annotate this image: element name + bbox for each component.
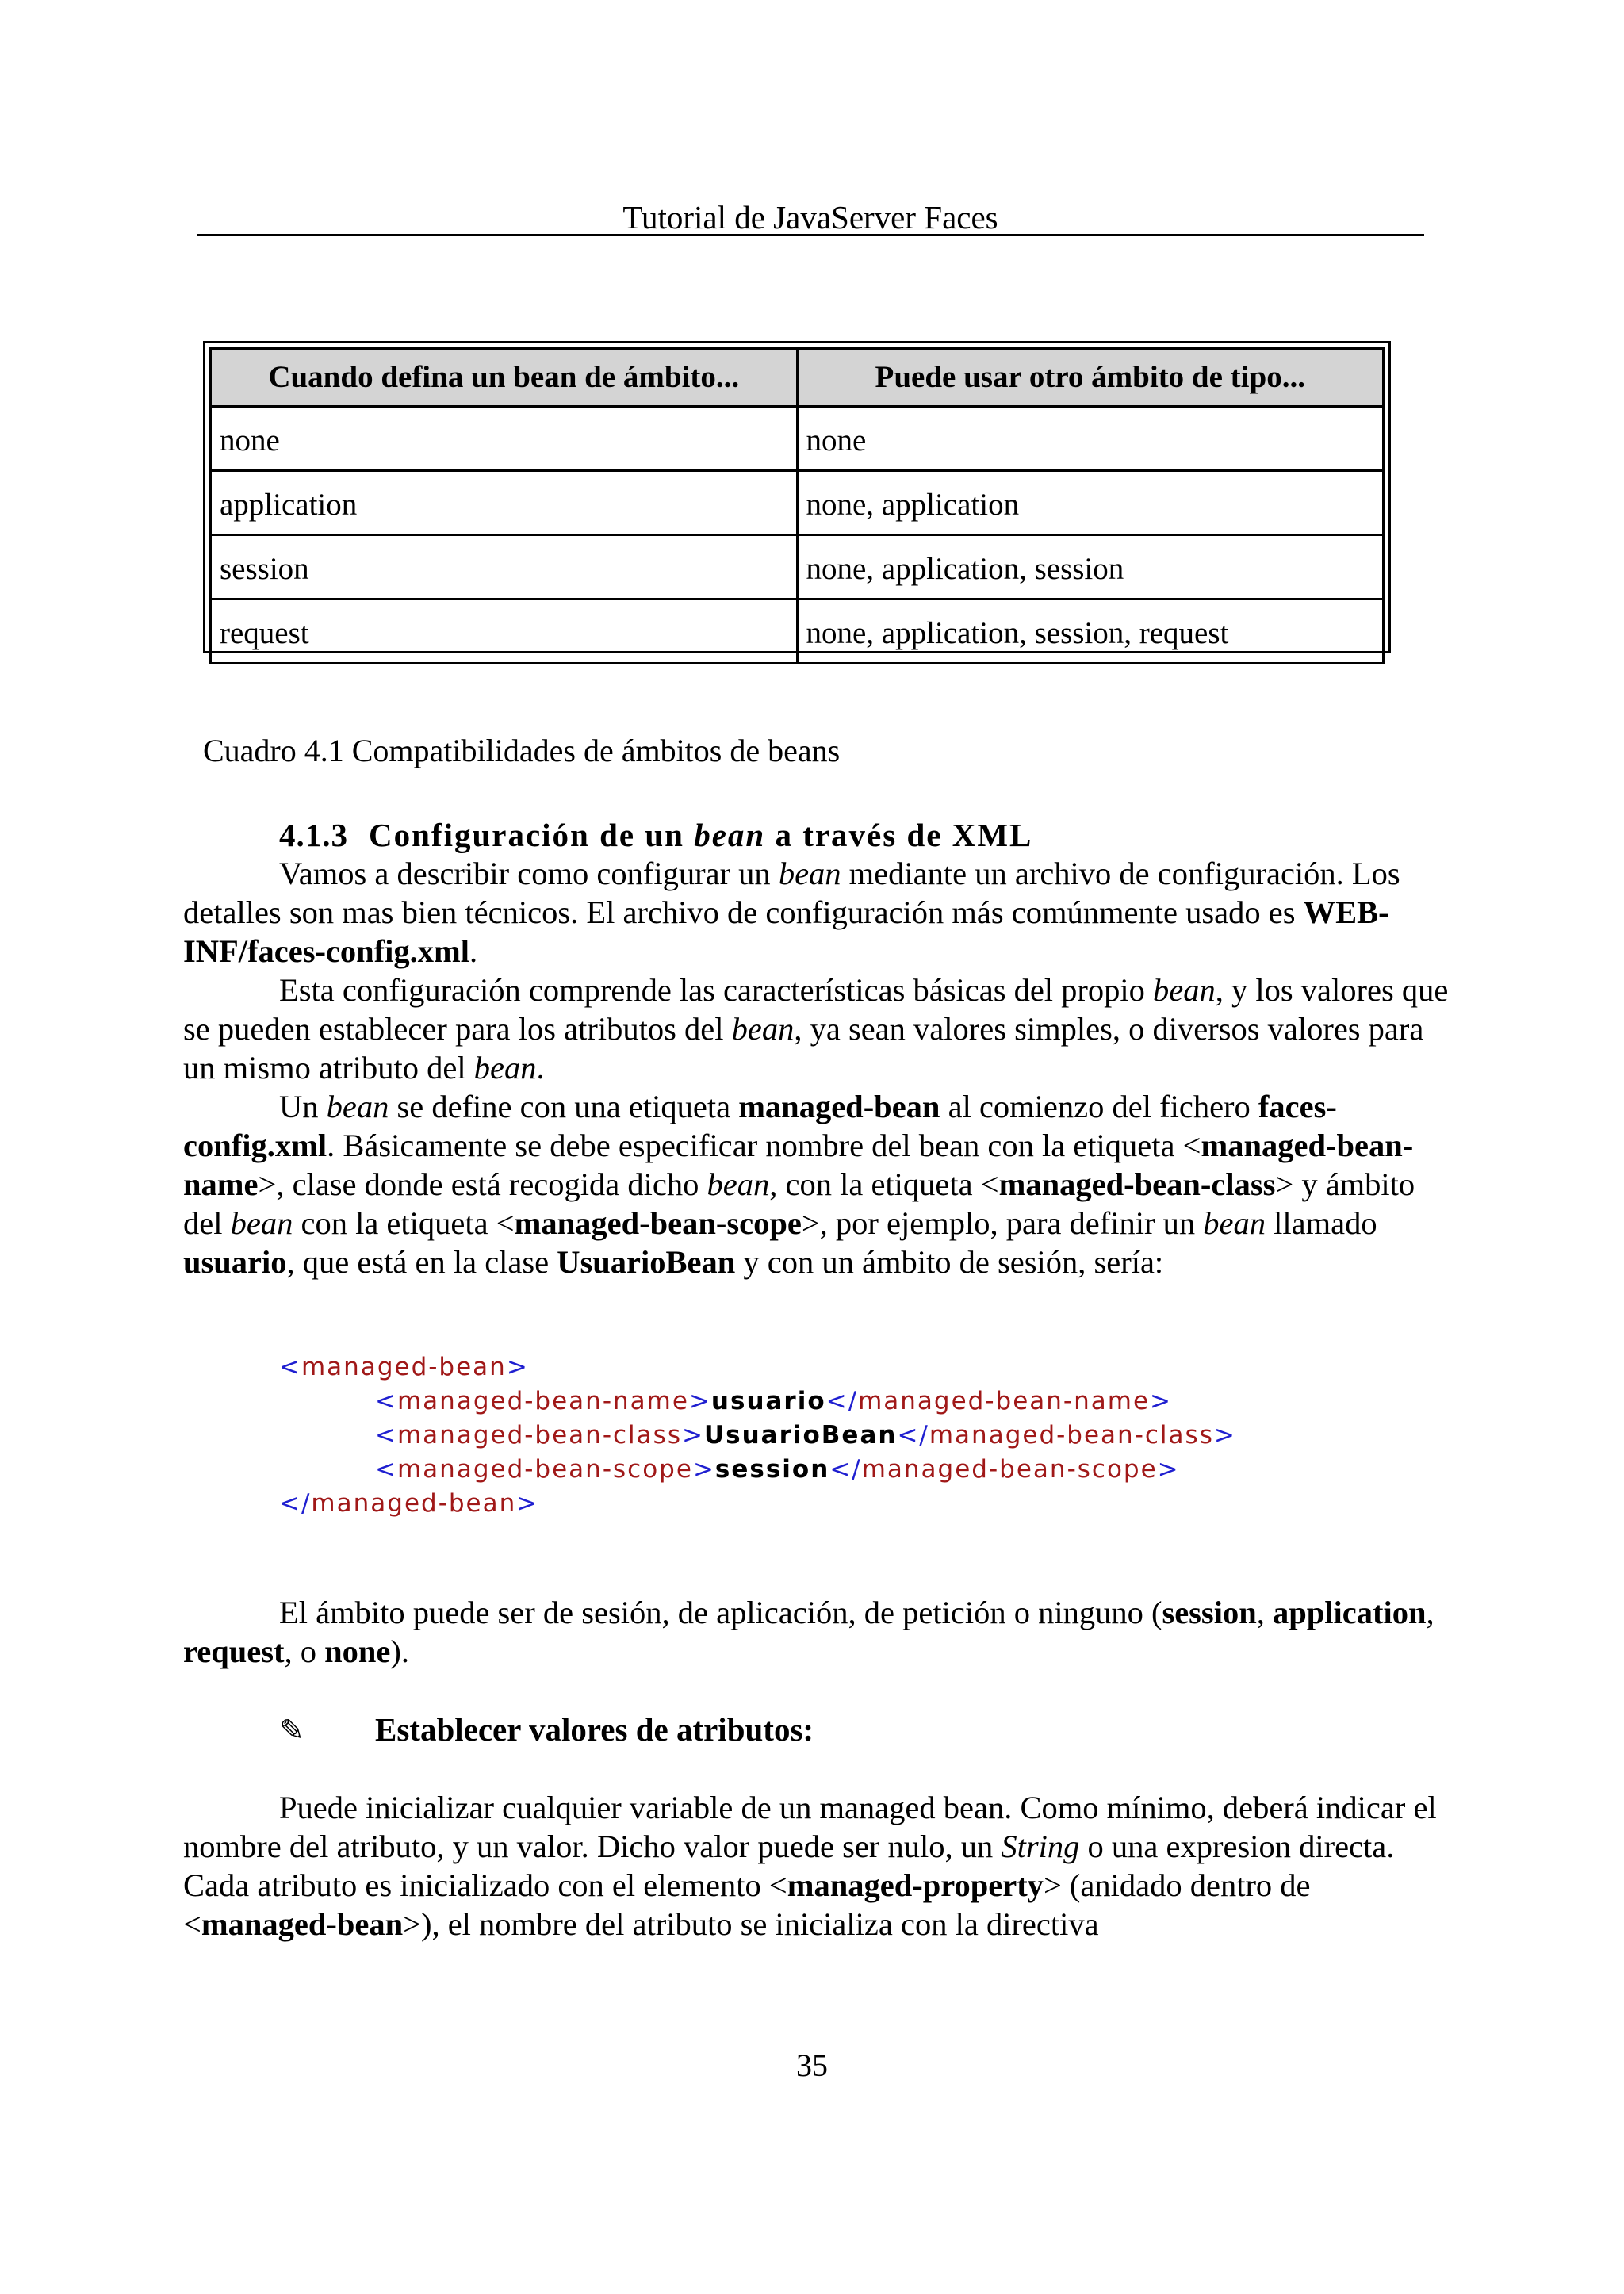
text-run: ). (390, 1633, 410, 1669)
code-token: usuario (710, 1387, 826, 1415)
text-run: , (1426, 1595, 1434, 1630)
code-token: > (1213, 1421, 1236, 1450)
text-run: , (1256, 1595, 1273, 1630)
table-row (211, 471, 1384, 535)
section-title-part: a través de XML (765, 817, 1033, 853)
pencil-icon: ✎ (279, 1713, 304, 1748)
code-token: session (714, 1455, 830, 1484)
paragraph-config-intro (183, 854, 1452, 971)
code-token: > (1150, 1387, 1173, 1415)
text-run: o una expresion directa. Cada atributo es inicializado con el elemento < (183, 1829, 1395, 1903)
table-header-row (211, 349, 1384, 407)
code-token: < (279, 1353, 301, 1381)
paragraph-config-features (183, 971, 1452, 1087)
text-run: con la etiqueta < (293, 1205, 515, 1241)
xml-code-block (279, 1350, 1236, 1521)
code-token: </ (279, 1489, 312, 1518)
table-cell: none, application (797, 471, 1384, 535)
code-token: < (375, 1387, 397, 1415)
text-run: >, por ejemplo, para definir un (801, 1205, 1204, 1241)
code-token: > (516, 1489, 539, 1518)
text-run: bean (778, 856, 841, 891)
subsection-bullet (279, 1710, 814, 1750)
text-run: > y ámbito del (183, 1166, 1415, 1241)
subsection-title: Establecer valores de atributos: (375, 1711, 814, 1748)
text-run: managed-bean-scope (514, 1205, 802, 1241)
scope-compatibility-table (203, 341, 1391, 653)
code-line (279, 1487, 1236, 1521)
text-run: . (469, 933, 478, 969)
code-token: < (375, 1455, 397, 1484)
section-title-emphasis: bean (694, 817, 766, 853)
table-cell: application (211, 471, 798, 535)
text-run: El ámbito puede ser de sesión, de aplicación, de petición o ninguno ( (279, 1595, 1162, 1630)
text-run: bean (707, 1166, 770, 1202)
table-cell: session (211, 535, 798, 599)
table-caption: Cuadro 4.1 Compatibilidades de ámbitos de beans (203, 733, 841, 768)
text-run: Esta configuración comprende las características básicas del propio (279, 972, 1154, 1008)
code-token: managed-bean-class (396, 1421, 682, 1450)
text-run: managed-bean-name (183, 1128, 1414, 1202)
text-run: se define con una etiqueta (389, 1089, 739, 1124)
code-line (279, 1350, 1236, 1384)
code-token: </ (897, 1421, 929, 1450)
table-row (211, 407, 1384, 471)
text-run: > (anidado dentro de < (183, 1867, 1311, 1942)
text-run: , que está en la clase (286, 1244, 557, 1280)
text-run: application (1272, 1595, 1427, 1630)
header-rule (197, 234, 1424, 236)
code-token: managed-bean (301, 1353, 507, 1381)
table-header-cell: Puede usar otro ámbito de tipo... (797, 349, 1384, 407)
text-run: llamado (1266, 1205, 1377, 1241)
table-row (211, 599, 1384, 664)
table-cell: request (211, 599, 798, 664)
text-run: bean (731, 1011, 795, 1047)
text-run: WEB-INF/faces-config.xml (183, 894, 1389, 969)
paragraph-attribute-values (183, 1788, 1452, 1944)
text-run: >), el nombre del atributo se inicializa con la directiva (403, 1906, 1099, 1942)
code-token: managed-bean-name (858, 1387, 1151, 1415)
text-run: session (1162, 1595, 1257, 1630)
table-header-cell: Cuando defina un bean de ámbito... (211, 349, 798, 407)
code-token: > (688, 1387, 711, 1415)
code-line (279, 1419, 1236, 1453)
text-run: managed-bean (738, 1089, 940, 1124)
text-run: al comienzo del fichero (940, 1089, 1258, 1124)
text-run: faces-config.xml (183, 1089, 1337, 1163)
text-run: request (183, 1633, 285, 1669)
text-run: managed-bean-class (998, 1166, 1276, 1202)
code-token: managed-bean-class (929, 1421, 1214, 1450)
table-cell: none, application, session, request (797, 599, 1384, 664)
code-token: > (506, 1353, 529, 1381)
table-cell: none (211, 407, 798, 471)
text-run: >, clase donde está recogida dicho (258, 1166, 707, 1202)
page-number: 35 (796, 2047, 828, 2083)
text-run: Puede inicializar cualquier variable de un managed bean. Como mínimo, deberá indicar el nombre del atributo, y un valor. Dicho valor puede ser nulo, un (183, 1790, 1437, 1864)
text-run: Un (279, 1089, 327, 1124)
text-run: , y los valores que se pueden establecer para los atributos del (183, 972, 1449, 1047)
text-run: , ya sean valores simples, o diversos valores para un mismo atributo del (183, 1011, 1424, 1086)
paragraph-scope-options (183, 1593, 1452, 1671)
table-row (211, 535, 1384, 599)
text-run: y con un ámbito de sesión, sería: (735, 1244, 1164, 1280)
code-token: managed-bean-scope (861, 1455, 1158, 1484)
text-run: bean (473, 1050, 537, 1086)
text-run: bean (1203, 1205, 1266, 1241)
section-heading (279, 815, 1032, 855)
text-run: managed-bean (201, 1906, 404, 1942)
code-line (279, 1384, 1236, 1419)
section-number: 4.1.3 (279, 817, 348, 853)
table-cell: none, application, session (797, 535, 1384, 599)
code-token: > (1157, 1455, 1180, 1484)
text-run: UsuarioBean (557, 1244, 736, 1280)
code-token: managed-bean-scope (396, 1455, 693, 1484)
text-run: String (1001, 1829, 1080, 1864)
code-token: > (681, 1421, 704, 1450)
section-title-part: Configuración de un (369, 817, 695, 853)
text-run: , o (284, 1633, 325, 1669)
page-header: Tutorial de JavaServer Faces (622, 199, 998, 236)
code-token: managed-bean-name (396, 1387, 689, 1415)
code-token: < (375, 1421, 397, 1450)
table-cell: none (797, 407, 1384, 471)
text-run: bean (230, 1205, 293, 1241)
code-token: </ (829, 1455, 862, 1484)
text-run: Vamos a describir como configurar un (279, 856, 779, 891)
code-token: > (692, 1455, 715, 1484)
text-run: mediante un archivo de configuración. Los detalles son mas bien técnicos. El archivo de configuración más comúnmente usado es (183, 856, 1400, 930)
text-run: none (324, 1633, 391, 1669)
text-run: usuario (183, 1244, 287, 1280)
text-run: managed-property (787, 1867, 1044, 1903)
text-run: bean (1153, 972, 1216, 1008)
code-token: </ (825, 1387, 859, 1415)
paragraph-managed-bean-definition (183, 1087, 1452, 1281)
code-token: UsuarioBean (703, 1421, 898, 1450)
code-line (279, 1453, 1236, 1487)
text-run: bean (326, 1089, 389, 1124)
text-run: . Básicamente se debe especificar nombre del bean con la etiqueta < (327, 1128, 1201, 1163)
text-run: , con la etiqueta < (769, 1166, 999, 1202)
text-run: . (536, 1050, 545, 1086)
code-token: managed-bean (311, 1489, 517, 1518)
